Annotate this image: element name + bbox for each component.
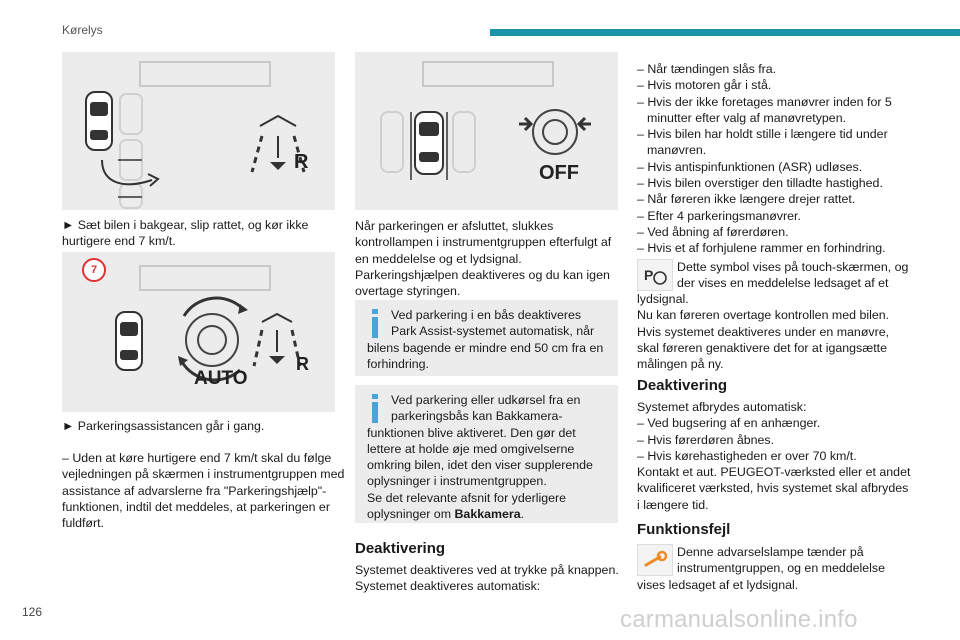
figure-reverse-parking bbox=[62, 52, 335, 210]
info-see-also: Se det relevante afsnit for yderligere oplysninger om bbox=[367, 490, 567, 522]
deactivation-section bbox=[637, 399, 912, 513]
list-item: – Hvis et af forhjulene rammer en forhindring. bbox=[637, 241, 886, 256]
takeover-text: Nu kan føreren overtage kontrollen med bilen. bbox=[637, 308, 890, 323]
list-item: – Når tændingen slås fra. bbox=[637, 62, 777, 76]
deactivation-intro: Systemet afbrydes automatisk: bbox=[637, 400, 807, 414]
note-follow-instructions: – Uden at køre hurtigere end 7 km/t skal du følge vejledningen på skærmen i instrumentgruppen med assistance af advarslerne fra "Parkeringshjælp"-funktionen, indtil det meddeles, at parkeringen er fuldført. bbox=[62, 451, 345, 531]
figure-park-assist-off bbox=[355, 52, 618, 210]
list-item: – Hvis der ikke foretages manøvrer inden for 5 minutter efter valg af manøvretypen. bbox=[637, 94, 892, 125]
list-item: – Hvis motoren går i stå. bbox=[637, 78, 772, 93]
list-item: – Hvis bilen overstiger den tilladte hastighed. bbox=[637, 176, 883, 191]
list-item: – Hvis antispinfunktionen (ASR) udløses. bbox=[637, 159, 863, 174]
contact-workshop-text: Kontakt et aut. PEUGEOT-værksted eller et andet kvalificeret værksted, hvis systemet skal afbrydes i længere tid. bbox=[637, 465, 911, 512]
step-start: ► Parkeringsassistancen går i gang. bbox=[62, 419, 265, 433]
park-assist-symbol-icon bbox=[637, 259, 673, 291]
list-item: – Hvis førerdøren åbnes. bbox=[637, 432, 775, 447]
section-title: Kørelys bbox=[62, 23, 103, 37]
heading-deaktivering-2: Deaktivering bbox=[637, 377, 728, 394]
figure-number-badge: 7 bbox=[82, 258, 106, 282]
info-punct: . bbox=[520, 507, 525, 522]
heading-funktionsfejl: Funktionsfejl bbox=[637, 521, 731, 538]
list-item: – Ved bugsering af en anhænger. bbox=[637, 416, 821, 431]
list-item: – Hvis kørehastigheden er over 70 km/t. bbox=[637, 448, 857, 463]
info-box-reverse-camera bbox=[355, 385, 618, 523]
info-text: Ved parkering eller udkørsel fra en parkeringsbås kan Bakkamera-funktionen blive aktiveret. Den gør det lettere at holde øje med omgivelserne omkring bilen, idet den viser supplerende oplysninger i instrumentgruppen. bbox=[367, 393, 593, 489]
info-box-bay-deactivation bbox=[355, 300, 618, 376]
step-reverse: ► Sæt bilen i bakgear, slip rattet, og kør ikke hurtigere end 7 km/t. bbox=[62, 218, 309, 249]
auto-label: AUTO bbox=[194, 368, 248, 389]
para-park-complete: Når parkeringen er afsluttet, slukkes kontrollampen i instrumentgruppen efterfulgt af en meddelelse og et lydsignal. Parkeringshjælpen deaktiveres og du kan igen overtage styringen. bbox=[355, 219, 612, 299]
list-item: – Hvis bilen har holdt stille i længere tid under manøvren. bbox=[637, 127, 888, 158]
svg-text:P: P bbox=[644, 266, 654, 283]
list-item: – Efter 4 parkeringsmanøvrer. bbox=[637, 208, 801, 223]
para-deactivation: Systemet deaktiveres ved at trykke på knappen. Systemet deaktiveres automatisk: bbox=[355, 563, 619, 594]
wrench-warning-icon bbox=[637, 544, 673, 576]
info-link-bakkamera: Bakkamera bbox=[454, 507, 521, 522]
restart-text: Hvis systemet deaktiveres under en manøvre, skal føreren genaktivere det for at igangsætte målingen på ny. bbox=[637, 324, 890, 372]
svg-text:R: R bbox=[296, 354, 309, 374]
fault-description: Denne advarselslampe tænder på instrumentgruppen, og en meddelelse vises ledsaget af et lydsignal. bbox=[637, 545, 886, 592]
auto-deactivation-list bbox=[637, 61, 912, 373]
symbol-description: Dette symbol vises på touch-skærmen, og der vises en meddelelse ledsaget af et lydsignal. bbox=[637, 259, 909, 307]
off-label: OFF bbox=[539, 162, 579, 184]
heading-deaktivering: Deaktivering bbox=[355, 540, 446, 557]
watermark: carmanualsonline.info bbox=[620, 606, 858, 633]
list-item: – Når føreren ikke længere drejer rattet. bbox=[637, 192, 856, 207]
info-icon bbox=[367, 307, 383, 339]
svg-text:R: R bbox=[294, 151, 309, 173]
list-item: – Ved åbning af førerdøren. bbox=[637, 224, 789, 239]
page-number: 126 bbox=[22, 605, 43, 619]
header-accent-bar bbox=[490, 29, 960, 36]
info-text: Ved parkering i en bås deaktiveres Park Assist-systemet automatisk, når bilens bagende er mindre end 50 cm fra en forhindring. bbox=[367, 308, 604, 371]
info-icon bbox=[367, 392, 383, 424]
fault-section bbox=[637, 544, 912, 593]
